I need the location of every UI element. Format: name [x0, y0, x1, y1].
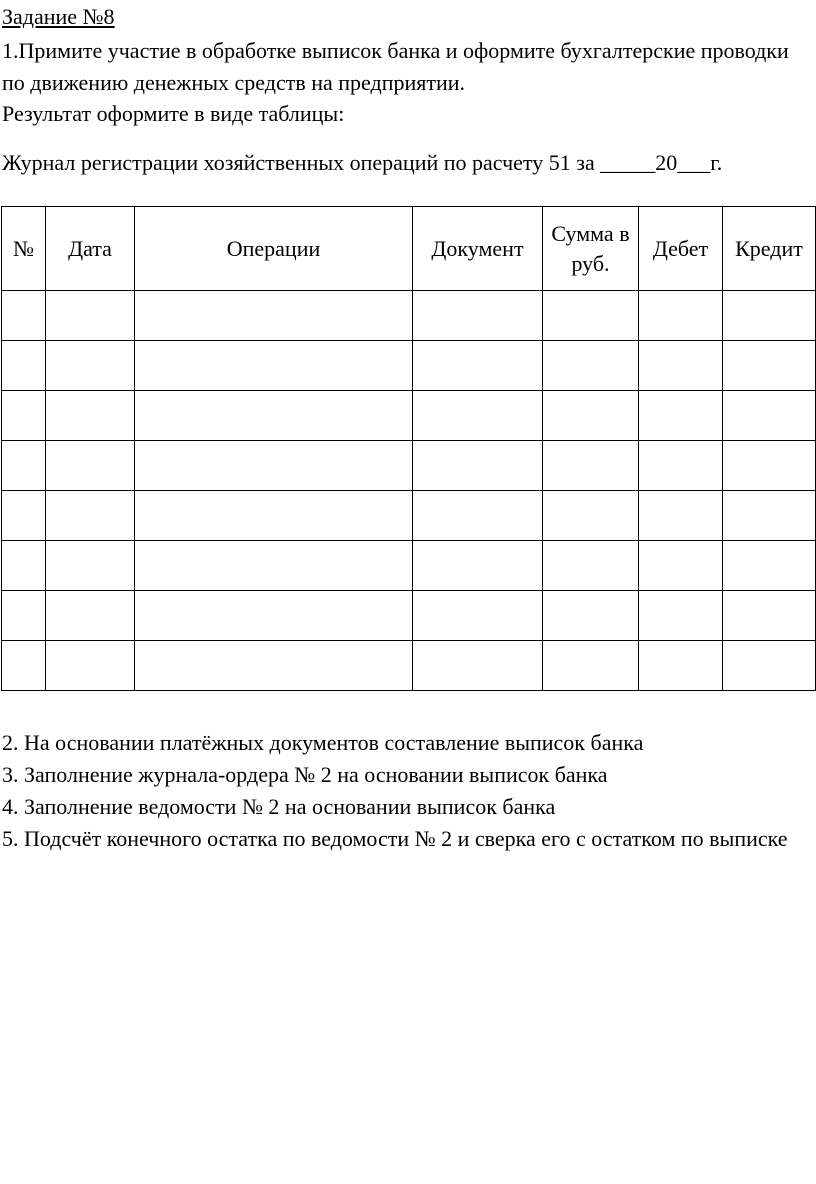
header-debit: Дебет — [639, 207, 723, 291]
cell-credit[interactable] — [723, 591, 816, 641]
task-1-text: 1.Примите участие в обработке выписок банка и оформите бухгалтерские проводки по движению денежных средств на предприятии. — [2, 38, 789, 95]
cell-date[interactable] — [46, 391, 135, 441]
table-row — [2, 441, 816, 491]
step-4: 4. Заполнение ведомости № 2 на основании выписок банка — [2, 794, 556, 819]
cell-debit[interactable] — [639, 291, 723, 341]
cell-operations[interactable] — [135, 291, 413, 341]
cell-document[interactable] — [413, 341, 543, 391]
cell-document[interactable] — [413, 441, 543, 491]
cell-operations[interactable] — [135, 591, 413, 641]
cell-operations[interactable] — [135, 541, 413, 591]
cell-sum[interactable] — [543, 291, 639, 341]
cell-date[interactable] — [46, 591, 135, 641]
cell-num[interactable] — [2, 491, 46, 541]
cell-sum[interactable] — [543, 441, 639, 491]
table-row — [2, 591, 816, 641]
cell-num[interactable] — [2, 291, 46, 341]
cell-document[interactable] — [413, 641, 543, 691]
cell-num[interactable] — [2, 341, 46, 391]
cell-debit[interactable] — [639, 391, 723, 441]
cell-credit[interactable] — [723, 391, 816, 441]
cell-document[interactable] — [413, 591, 543, 641]
cell-operations[interactable] — [135, 641, 413, 691]
cell-operations[interactable] — [135, 491, 413, 541]
cell-sum[interactable] — [543, 391, 639, 441]
cell-num[interactable] — [2, 591, 46, 641]
header-credit: Кредит — [723, 207, 816, 291]
task-title: Задание №8 — [2, 4, 115, 29]
cell-debit[interactable] — [639, 591, 723, 641]
table-row — [2, 391, 816, 441]
cell-sum[interactable] — [543, 541, 639, 591]
cell-credit[interactable] — [723, 491, 816, 541]
cell-operations[interactable] — [135, 341, 413, 391]
cell-date[interactable] — [46, 341, 135, 391]
cell-sum[interactable] — [543, 491, 639, 541]
table-header-row — [2, 207, 816, 291]
cell-credit[interactable] — [723, 341, 816, 391]
cell-credit[interactable] — [723, 541, 816, 591]
cell-date[interactable] — [46, 541, 135, 591]
cell-document[interactable] — [413, 491, 543, 541]
journal-title: Журнал регистрации хозяйственных операций по расчету 51 за _____20___г. — [2, 150, 723, 175]
cell-debit[interactable] — [639, 441, 723, 491]
table-row — [2, 491, 816, 541]
table-row — [2, 641, 816, 691]
journal-table — [1, 206, 816, 691]
header-date: Дата — [46, 207, 135, 291]
cell-sum[interactable] — [543, 341, 639, 391]
cell-num[interactable] — [2, 641, 46, 691]
step-3: 3. Заполнение журнала-ордера № 2 на основании выписок банка — [2, 762, 608, 787]
cell-date[interactable] — [46, 491, 135, 541]
cell-num[interactable] — [2, 441, 46, 491]
table-row — [2, 341, 816, 391]
cell-sum[interactable] — [543, 591, 639, 641]
cell-document[interactable] — [413, 291, 543, 341]
cell-credit[interactable] — [723, 641, 816, 691]
table-row — [2, 291, 816, 341]
cell-debit[interactable] — [639, 541, 723, 591]
step-5: 5. Подсчёт конечного остатка по ведомости № 2 и сверка его с остатком по выписке — [2, 826, 788, 851]
cell-date[interactable] — [46, 441, 135, 491]
result-instruction: Результат оформите в виде таблицы: — [2, 101, 345, 126]
cell-document[interactable] — [413, 541, 543, 591]
cell-debit[interactable] — [639, 491, 723, 541]
cell-document[interactable] — [413, 391, 543, 441]
cell-num[interactable] — [2, 391, 46, 441]
cell-credit[interactable] — [723, 291, 816, 341]
cell-num[interactable] — [2, 541, 46, 591]
cell-debit[interactable] — [639, 341, 723, 391]
header-document: Документ — [413, 207, 543, 291]
cell-date[interactable] — [46, 641, 135, 691]
cell-credit[interactable] — [723, 441, 816, 491]
table-row — [2, 541, 816, 591]
cell-operations[interactable] — [135, 441, 413, 491]
cell-operations[interactable] — [135, 391, 413, 441]
steps-list — [2, 727, 814, 855]
header-num: № — [2, 207, 46, 291]
header-sum: Сумма в руб. — [543, 207, 639, 291]
header-operations: Операции — [135, 207, 413, 291]
cell-debit[interactable] — [639, 641, 723, 691]
cell-date[interactable] — [46, 291, 135, 341]
cell-sum[interactable] — [543, 641, 639, 691]
step-2: 2. На основании платёжных документов составление выписок банка — [2, 730, 644, 755]
